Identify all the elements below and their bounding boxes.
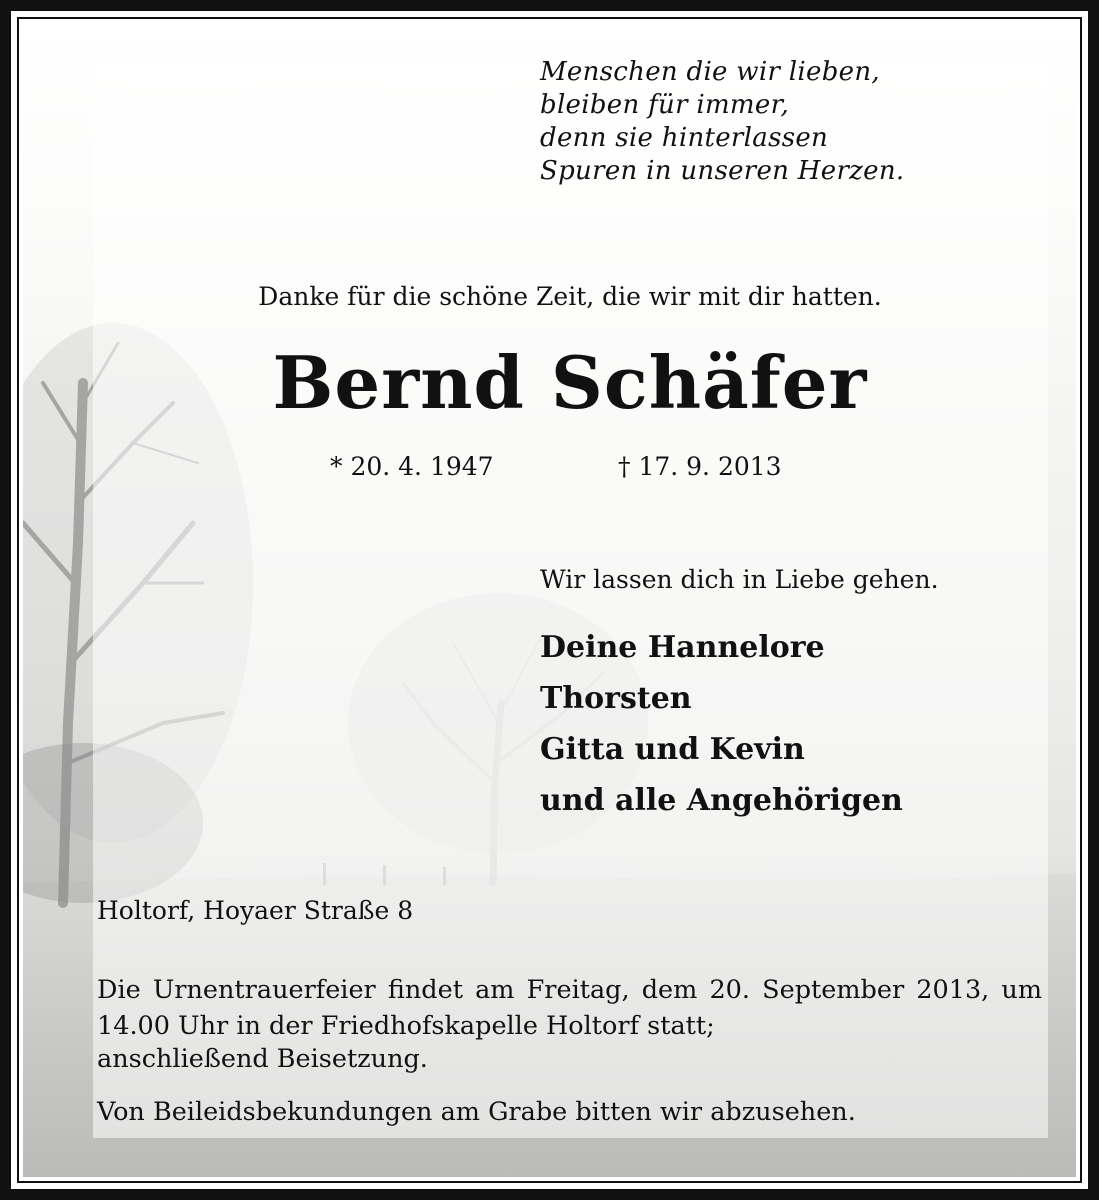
mourners-list (540, 622, 903, 826)
death-date: † 17. 9. 2013 (618, 452, 782, 481)
poem-line: Menschen die wir lieben, (540, 57, 880, 87)
deceased-name: Bernd Schäfer (272, 340, 868, 425)
poem-line: denn sie hinterlassen (540, 123, 829, 153)
funeral-notice-last-line: anschließend Beisetzung. (97, 1044, 428, 1074)
funeral-notice: Die Urnentrauerfeier findet am Freitag, dem 20. September 2013, um 14.00 Uhr in der Friedhofskapelle Holtorf statt; (97, 975, 1042, 1041)
memorial-poem (540, 56, 904, 188)
farewell-line: Wir lassen dich in Liebe gehen. (540, 565, 939, 594)
mourner-name: Thorsten (540, 681, 692, 716)
mourner-name: Deine Hannelore (540, 630, 825, 665)
mourner-name: Gitta und Kevin (540, 732, 805, 767)
thanks-line: Danke für die schöne Zeit, die wir mit dir hatten. (258, 282, 882, 311)
mourner-name: und alle Angehörigen (540, 783, 903, 818)
condolence-request: Von Beileidsbekundungen am Grabe bitten wir abzusehen. (97, 1097, 856, 1127)
birth-date: * 20. 4. 1947 (330, 452, 494, 481)
family-address: Holtorf, Hoyaer Straße 8 (97, 896, 414, 925)
poem-line: bleiben für immer, (540, 90, 790, 120)
poem-line: Spuren in unseren Herzen. (540, 156, 905, 186)
